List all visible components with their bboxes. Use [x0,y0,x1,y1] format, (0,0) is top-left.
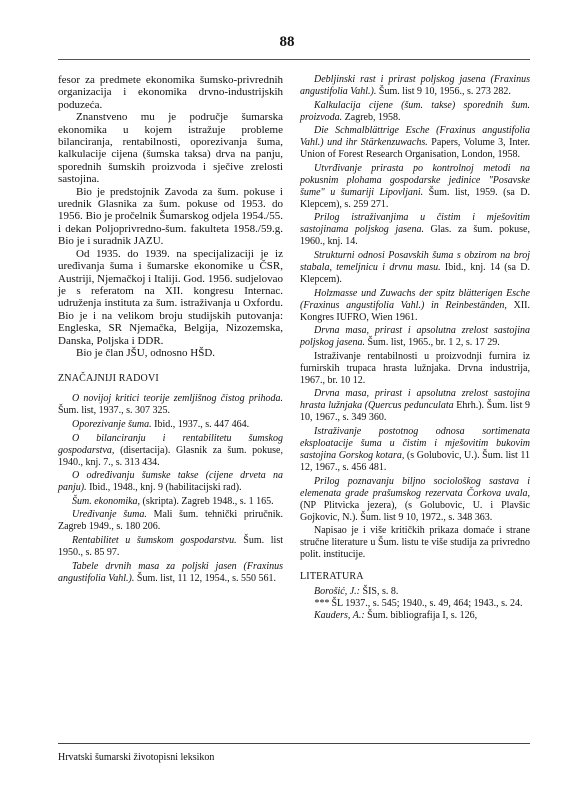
work-title: Tabele drvnih masa za poljski jasen (Fraxinus angustifolia Vahl.). [58,560,283,584]
work-details: Istraživanje rentabilnosti u proizvodnji furnira iz furnirskih trupaca hrasta lužnjaka. Drvna industrija, 1967., br. 10 12. [300,350,530,386]
work-details: Šum. list 9 10, 1956., s. 273 282. [376,86,511,97]
work-entry [58,535,283,559]
work-details: Mali šum. tehnički priručnik. Zagreb 1949., s. 180 206. [58,509,283,533]
work-details: XII. Kongres IUFRO, Wien 1961. [300,299,530,323]
literature-entry [300,610,530,622]
work-title: Strukturni odnosi Posavskih šuma s obzirom na broj stabala, temeljnicu i drvnu masu. [300,249,530,273]
literature-list [300,586,530,622]
literature-details: ŠL 1937., s. 545; 1940., s. 49, 464; 1943., s. 24. [329,598,523,610]
work-title: Prilog poznavanju biljno sociološkog sastava i elemenata grade prašumskog rezervata Čorkova uvala, [300,475,530,499]
work-entry [300,288,530,324]
work-title: O novijoj kritici teorije zemljišnog čistog prihoda. [72,393,283,405]
work-title: Prilog istraživanjima u čistim i mješovitim sastojinama poljskog jasena. [300,212,530,236]
work-entry [300,100,530,124]
header-rule [58,59,530,60]
work-title: Debljinski rast i prirast poljskog jasena (Fraxinus angustifolia Vahl.). [300,74,530,97]
bio-paragraph: Od 1935. do 1939. na specijalizaciji je iz uređivanja šuma i šumarske ekonomike u ČSR, Austriji, Njemačkoj i Italiji. God. 1956. sudjelovao je s referatom na XII. kongresu Internac. udruženja instituta za šum. istraživanja u Oxfordu. Bio je i na velikom broju studijskih putovanja: Engleska, SR Njemačka, Belgija, Nizozemska, Danska, Poljska i DDR. [58,247,283,347]
work-details: Zagreb, 1958. [342,111,401,123]
right-column [300,74,530,622]
work-title: Utvrđivanje prirasta po kontrolnoj metodi na pokusnim plohama gospodarske jedinice "Posavske šume" u šumariji Lipovljani. [300,162,530,198]
work-entry [300,351,530,387]
left-column [58,74,283,586]
work-entry [300,250,530,286]
work-title: Šum. ekonomika, [72,495,141,507]
works-list-left [58,393,283,584]
work-title: Uređivanje šuma. [72,509,147,521]
bio-paragraph: fesor za predmete ekonomika šumsko-privrednih organizacija i ekonomika drvno-industrijskih poduzeća. [58,74,283,111]
literature-heading: LITERATURA [300,571,364,583]
work-entry [58,496,283,508]
work-details: (skripta). Zagreb 1948., s. 1 165. [140,495,274,507]
biography-text [58,74,283,359]
work-entry [300,163,530,211]
work-details: (s Golubovic, U.). Šum. list 11 12, 1967., s. 456 481. [300,449,531,473]
bio-paragraph: Znanstveno mu je područje šumarska ekonomika u kojem istražuje probleme bilanciranja, rentabilnosti, oporezivanja šuma, kalkulacije cijena (šumska taksa) drva na panju, sporednih šumskih proizvoda i sječive zrelosti sastojina. [58,111,283,186]
literature-entry [300,598,530,610]
works-list-right [300,74,530,561]
footer-text: Hrvatski šumarski životopisni leksikon [58,752,215,763]
work-title: O određivanju šumske takse (cijene drveta na panju). [58,470,283,494]
work-title: Kalkulacija cijene (šum. takse) sporednih šum. proizvoda. [300,99,530,123]
footer-rule [58,743,530,744]
work-entry [300,325,530,349]
literature-details: Šum. bibliografija I, s. 126, [364,610,478,622]
work-details: Šum. list, 1965., br. 1 2, s. 17 29. [365,337,500,349]
work-entry [58,433,283,469]
work-entry [58,509,283,533]
work-entry [300,388,530,424]
work-details: Šum. list, 11 12, 1954., s. 550 561. [134,572,276,584]
work-title: Drvna masa, prirast i apsolutna zrelost sastojina hrasta lužnjaka (Quercus pedunculata [300,388,530,412]
literature-author: Borošić, J.: [314,586,361,598]
page-number: 88 [279,34,295,50]
literature-details: ŠIS, s. 8. [360,586,399,598]
literature-entry [300,586,530,598]
work-title: Istraživanje postotnog odnosa sortimenata eksploatacije šuma u čistim i mješovitim bukovim sastojina Gorskog kotara, [300,425,530,461]
work-title: O bilanciranju i rentabilitetu šumskog gospodarstva, [58,432,283,456]
work-details: Papers, Volume 3, Inter. Union of Forest Research Organisation, London, 1958. [300,137,531,161]
work-title: Die Schmalblättrige Esche (Fraxinus angustifolia Vahl.) und ihr Stärkenzuwachs. [300,125,530,149]
bio-paragraph: Bio je član JŠU, odnosno HŠD. [76,346,216,359]
work-entry [300,212,530,248]
work-entry [300,525,530,561]
work-details: Glas. za šum. pokuse, 1960., knj. 14. [300,224,530,248]
work-entry [300,476,530,524]
work-entry [58,561,283,585]
work-details: Ibid., knj. 14 (sa D. Klepcem). [300,261,530,285]
work-details: Šum. list 1950., s. 85 97. [58,534,283,558]
work-details: Ehrh.). Šum. list 9 10, 1967., s. 349 360. [300,400,530,424]
works-heading: ZNAČAJNIJI RADOVI [58,373,159,385]
literature-author: Kauders, A.: [314,610,365,622]
work-details: (NP Plitvicka jezera), (s Golubovic, U. i Plavšic Gojkovic, N.). Šum. list 9 10, 1972., s. 348 363. [300,499,530,523]
work-title: Holzmasse und Zuwachs der spitz blätterigen Esche (Fraxinus angustifolia Vahl.) in Reinbeständen, [300,287,530,311]
work-details: Šum. list, 1959. (sa D. Klepcem), s. 259 271. [300,186,530,210]
literature-author: *** [314,598,329,610]
work-entry [58,419,283,431]
work-title: Oporezivanje šuma. [72,418,152,430]
work-details: Ibid., 1948., knj. 9 (habilitacijski rad). [86,482,242,494]
work-title: Rentabilitet u šumskom gospodarstvu. [72,534,237,546]
work-details: Napisao je i više kritičkih prikaza domaće i strane stručne literature u Šum. listu te više studija za privredno polit. institucije. [300,525,530,561]
bio-paragraph: Bio je predstojnik Zavoda za šum. pokuse i urednik Glasnika za šum. pokuse od 1953. do 1956. Bio je pročelnik Šumarskog odjela 1954./55. i dekan Poljoprivredno-šum. fakulteta 1958./59.g. Bio je i suradnik JAZU. [58,185,283,248]
work-details: Ibid., 1937., s. 447 464. [151,418,250,430]
work-details: (disertacija). Glasnik za šum. pokuse, 1940., knj. 7., s. 313 434. [58,444,283,468]
work-title: Drvna masa, prirast i apsolutna zrelost sastojina poljskog jasena. [300,325,530,349]
work-entry [300,74,530,98]
work-entry [300,426,530,474]
work-entry [58,470,283,494]
work-details: Šum. list, 1937., s. 307 325. [58,405,170,417]
work-entry [300,125,530,161]
work-entry [58,393,283,417]
